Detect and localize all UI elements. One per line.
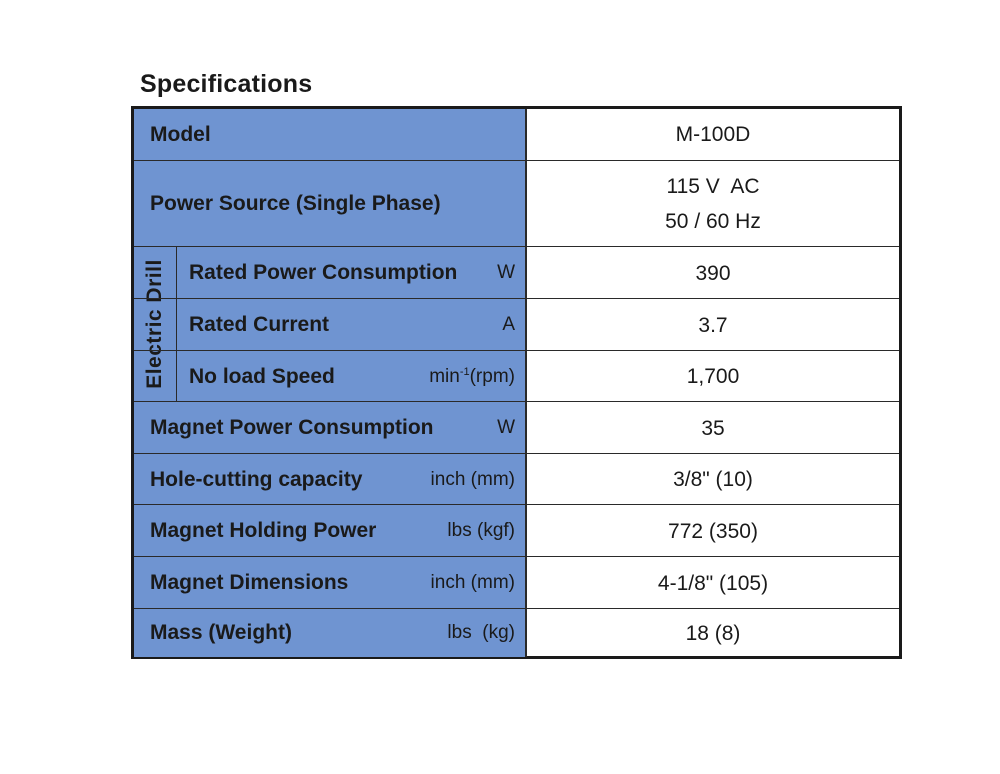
label-cell (134, 402, 527, 454)
label-cell (176, 247, 527, 299)
row-label: No load Speed (189, 364, 335, 388)
row-value: M-100D (675, 123, 751, 146)
value-cell (527, 402, 899, 454)
table-row-magnet-power (134, 401, 899, 454)
specifications-table (131, 106, 902, 659)
row-label: Hole-cutting capacity (150, 467, 363, 491)
value-cell (527, 454, 899, 505)
table-row-model (134, 109, 899, 160)
row-unit: lbs (kg) (447, 622, 515, 643)
label-cell (134, 454, 527, 505)
value-cell (527, 609, 899, 657)
row-label: Magnet Dimensions (150, 571, 349, 594)
value-cell (527, 557, 899, 609)
row-label: Power Source (Single Phase) (150, 192, 441, 215)
row-unit: W (497, 262, 515, 283)
row-unit: A (502, 314, 515, 335)
value-cell (527, 351, 899, 402)
value-cell (527, 299, 899, 351)
row-label: Magnet Holding Power (150, 519, 377, 542)
table-row-magnet-dimensions (134, 556, 899, 609)
label-cell (134, 161, 527, 247)
label-cell (134, 109, 527, 160)
row-value: 18 (8) (685, 621, 741, 645)
row-value: 390 (695, 261, 731, 285)
row-value-line-1: 115 V AC (666, 175, 760, 198)
row-value: 4-1/8" (105) (657, 571, 769, 595)
row-value: 3.7 (698, 313, 728, 337)
table-row-no-load-speed (134, 350, 899, 402)
table-row-magnet-holding (134, 504, 899, 557)
row-label: Mass (Weight) (150, 621, 292, 644)
row-unit: inch (mm) (430, 572, 515, 593)
table-row-mass (134, 608, 899, 657)
row-label: Rated Power Consumption (189, 261, 458, 284)
unit-base: min (429, 365, 460, 387)
unit-superscript: -1 (459, 365, 470, 378)
table-row-rated-current (134, 298, 899, 351)
row-value: 1,700 (686, 365, 740, 388)
label-cell (176, 351, 527, 402)
label-cell (176, 299, 527, 351)
row-label: Rated Current (189, 313, 330, 336)
label-cell (134, 557, 527, 609)
row-unit: inch (mm) (430, 468, 515, 490)
table-row-power-source (134, 160, 899, 247)
row-value-line-2: 50 / 60 Hz (665, 210, 761, 233)
value-cell (527, 161, 899, 247)
unit-tail: (rpm) (469, 365, 515, 387)
label-cell (134, 505, 527, 557)
row-value: 3/8" (10) (673, 468, 753, 491)
page-title: Specifications (140, 70, 313, 98)
row-value: 35 (701, 416, 725, 440)
row-unit: lbs (kgf) (447, 520, 515, 541)
group-label: Electric Drill (143, 258, 166, 389)
value-cell (527, 505, 899, 557)
row-label: Model (150, 122, 211, 146)
row-unit (429, 365, 515, 387)
row-label: Magnet Power Consumption (150, 416, 434, 439)
label-cell (134, 609, 527, 657)
value-cell (527, 109, 899, 160)
value-cell (527, 247, 899, 299)
table-row-rated-power (134, 246, 899, 299)
table-row-hole-cutting (134, 453, 899, 505)
row-value: 772 (350) (668, 519, 758, 543)
row-unit: W (497, 417, 515, 438)
